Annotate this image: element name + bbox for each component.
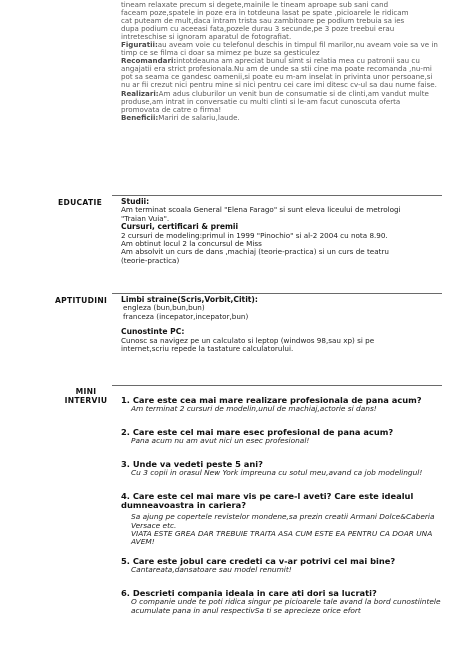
continuation-line: dupa podium cu aceeasi fata,pozele durau 3 secunde,pe 3 poze treebui erau	[121, 24, 395, 34]
interview-item	[121, 396, 451, 414]
experience-continuation	[121, 1, 439, 122]
interview-answer: VIATA ESTE GREA DAR TREBUIE TRAITA ASA CUM ESTE EA PENTRU CA DOAR UNA AVEM!	[131, 529, 433, 547]
aptitudini-section-label: APTITUDINI	[55, 296, 108, 305]
interview-item	[121, 557, 451, 575]
cursuri-heading: Cursuri, certificari & premii	[121, 222, 239, 232]
aptitudini-section	[121, 296, 441, 353]
interviu-section-label	[60, 387, 112, 405]
beneficii-text: Mariri de salariu,laude.	[158, 112, 240, 122]
pc-line: internet,scriu repede la tastature calculatorului.	[121, 344, 294, 354]
figurati-label: Figuratii:	[121, 40, 158, 50]
interview-answer: Sa ajung pe copertele revistelor mondene,sa prezin creatii Armani Dolce&Caberia Versace etc.	[131, 512, 435, 530]
interview-answer: Pana acum nu am avut nici un esec profesional!	[131, 436, 310, 446]
realizari-paragraph	[121, 90, 439, 114]
language-line: franceza (incepator,incepator,bun)	[123, 311, 249, 321]
realizari-text: Am adus cluburilor un venit bun de consumatie si de clinti,am vandut multe produse,am intrat in conversatie cu multi clinti si le-am facut cunoscuta oferta promovata de catre o firma!	[121, 88, 429, 114]
interview-item	[121, 460, 451, 478]
limbi-heading: Limbi straine(Scris,Vorbit,Citit):	[121, 295, 258, 304]
interview-question: 4. Care este cel mai mare vis pe care-l aveti? Care este idealul dumneavoastra in cariera?	[121, 491, 414, 511]
figurati-text: au aveam voie cu telefonul deschis in timpul fil marilor,nu aveam voie sa ve in timp ce se filma ci doar sa mimez pe buze sa gesticulez	[121, 40, 438, 58]
studii-line: Am terminat scoala General "Elena Farago" si sunt eleva liceului de metrologi	[121, 205, 401, 215]
section-divider	[112, 195, 442, 196]
section-divider	[112, 293, 442, 294]
interview-question: 6. Descrieti compania ideala in care ati dori sa lucrati?	[121, 588, 377, 598]
educatie-section	[121, 198, 441, 265]
cursuri-line: (teorie-practica)	[121, 255, 180, 265]
section-divider	[112, 385, 442, 386]
continuation-line: faceam poze,spatele in poze era in totdeuna lasat pe spate ,picioarele le ridicam	[121, 8, 409, 18]
pc-line: Cunosc sa navigez pe un calculato si leptop (windwos 98,sau xp) si pe	[121, 335, 375, 345]
interview-answer: Cantareata,dansatoare sau model renumit!	[131, 565, 292, 575]
recomandari-paragraph	[121, 57, 439, 89]
pc-heading: Cunostinte PC:	[121, 327, 185, 337]
recomandari-label: Recomandari:	[121, 56, 177, 66]
interview-question: 2. Care este cel mai mare esec profesional de pana acum?	[121, 427, 394, 437]
continuation-line: cat puteam de mult,daca intram trista sau zambitoare pe podium trebuia sa ies	[121, 16, 405, 26]
cursuri-line: Am absolvit un curs de dans ,machiaj (teorie-practica) si un curs de teatru	[121, 247, 389, 257]
cursuri-line: 2 cursuri de modeling:primul in 1999 "Pinochio" si al-2 2004 cu nota 8.90.	[121, 230, 388, 240]
interview-answer: Cu 3 copii in orasul New York impreuna cu sotul meu,avand ca job modelingul!	[131, 468, 423, 478]
continuation-line: tineam relaxate precum si degete,mainile le tineam aproape sub sani cand	[121, 0, 389, 9]
interviu-label-line: MINI	[75, 387, 97, 396]
interview-answer: O companie unde te poti ridica singur pe picioarele tale avand la bord cunostiintele acumulate pana in anul respectivSa ti se aprecieze orice efort	[131, 597, 441, 615]
educatie-section-label: EDUCATIE	[58, 198, 103, 207]
continuation-line: intreteschise si ignoram aparatul de fotografiat.	[121, 32, 292, 42]
studii-line: "Traian Vuia".	[121, 213, 170, 223]
interview-question: 5. Care este jobul care credeti ca v-ar potrivi cel mai bine?	[121, 556, 396, 566]
recomandari-text: intotdeauna am apreciat bunul simt si relatia mea cu patronii sau cu angajatii era strict profesionala.Nu am de unde sa stii cine ma poate recomanda ,nu-mi pot sa seama ce gandesc oamenii,si poate eu m-am inselat in privinta unor persoane,si nu ar fii crezut nici pentru mine si nici pentru cei care imi ditesc cv-ul sa dau nume faise.	[121, 56, 437, 90]
interview-question: 1. Care este cea mai mare realizare profesionala de pana acum?	[121, 395, 422, 405]
interview-item	[121, 428, 451, 446]
beneficii-label: Beneficii:	[121, 112, 159, 122]
studii-heading: Studii:	[121, 197, 150, 206]
beneficii-paragraph	[121, 114, 439, 122]
cursuri-line: Am obtinut locul 2 la concursul de Miss	[121, 239, 262, 249]
interview-item	[121, 589, 451, 615]
interviu-label-line: INTERVIU	[64, 396, 108, 405]
interview-item	[121, 492, 451, 547]
figurati-paragraph	[121, 41, 439, 57]
realizari-label: Realizari:	[121, 88, 159, 98]
language-line: engleza (bun,bun,bun)	[123, 303, 205, 313]
interview-answer: Am terminat 2 cursuri de modelin,unul de machiaj,actorie si dans!	[131, 404, 377, 414]
interview-question: 3. Unde va vedeti peste 5 ani?	[121, 459, 263, 469]
